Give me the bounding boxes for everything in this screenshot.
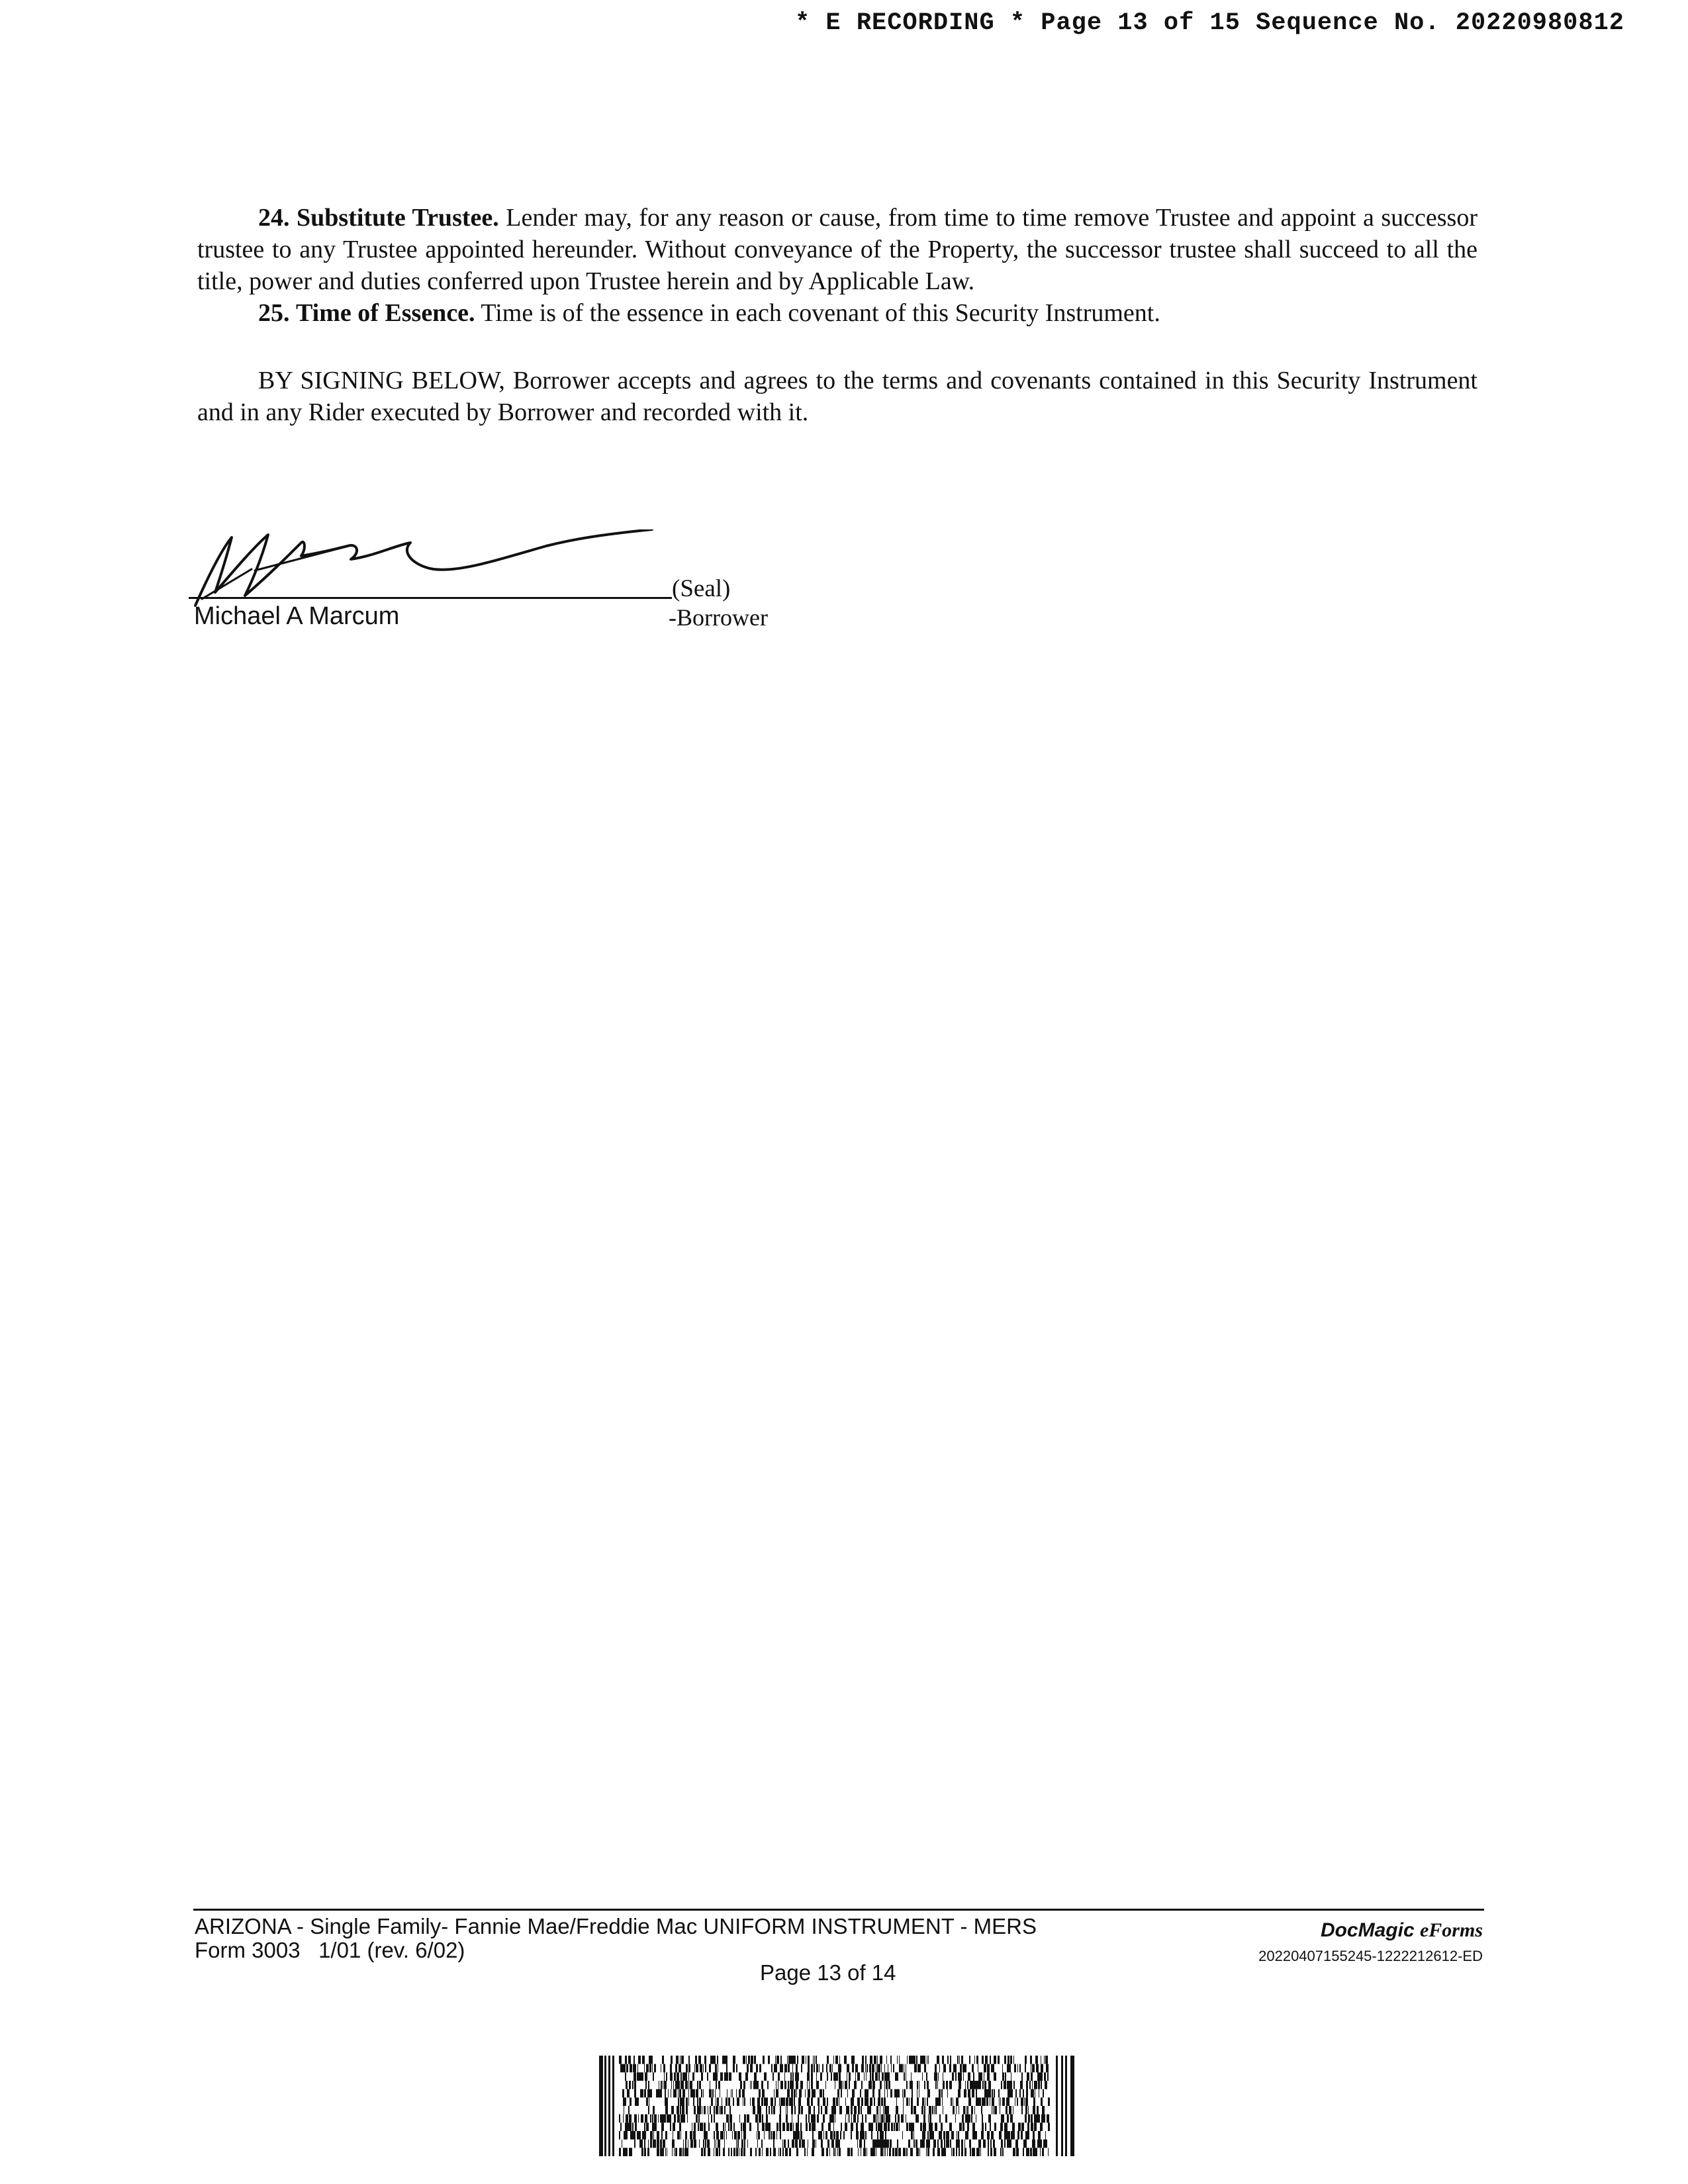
document-id: 20220407155245-1222212612-ED (1258, 1948, 1483, 1964)
section-number: 24. (258, 204, 290, 232)
form-number: Form 3003 1/01 (rev. 6/02) (195, 1938, 465, 1962)
page-number: Page 13 of 14 (760, 1960, 896, 1985)
form-title: ARIZONA - Single Family- Fannie Mae/Freddie Mac UNIFORM INSTRUMENT - MERS (195, 1914, 1037, 1938)
section-text: Lender may, for any reason or cause, from time to time remove Trustee and appoint a successor trustee to any Trustee appointed hereunder. Without conveyance of the Property, the successor trustee shall succeed to all the title, power and duties conferred upon Trustee herein and by Applicable Law. (197, 204, 1478, 295)
footer-form-info (195, 1915, 1037, 1962)
section-text: Time is of the essence in each covenant of this Security Instrument. (481, 299, 1160, 327)
docmagic-logo (1321, 1919, 1483, 1942)
seal-label: (Seal) (672, 575, 731, 602)
footer-divider (193, 1909, 1484, 1911)
recording-header: * E RECORDING * Page 13 of 15 Sequence No. 20220980812 (795, 9, 1624, 37)
brand-suffix: eForms (1419, 1919, 1483, 1941)
section-number: 25. (258, 299, 290, 327)
signature-line (189, 597, 672, 599)
section-heading: Time of Essence. (296, 299, 475, 327)
section-heading: Substitute Trustee. (297, 204, 499, 232)
signing-statement (197, 365, 1477, 428)
signing-statement-text: BY SIGNING BELOW, Borrower accepts and agrees to the terms and covenants contained in this Security Instrument and in any Rider executed by Borrower and recorded with it. (197, 367, 1477, 426)
signature-block (189, 529, 784, 642)
signer-role: -Borrower (669, 604, 768, 631)
brand-name: DocMagic (1320, 1919, 1415, 1941)
section-25 (197, 297, 1477, 329)
section-24 (197, 202, 1477, 297)
signer-name: Michael A Marcum (194, 602, 400, 630)
barcode-image (599, 2056, 1076, 2156)
